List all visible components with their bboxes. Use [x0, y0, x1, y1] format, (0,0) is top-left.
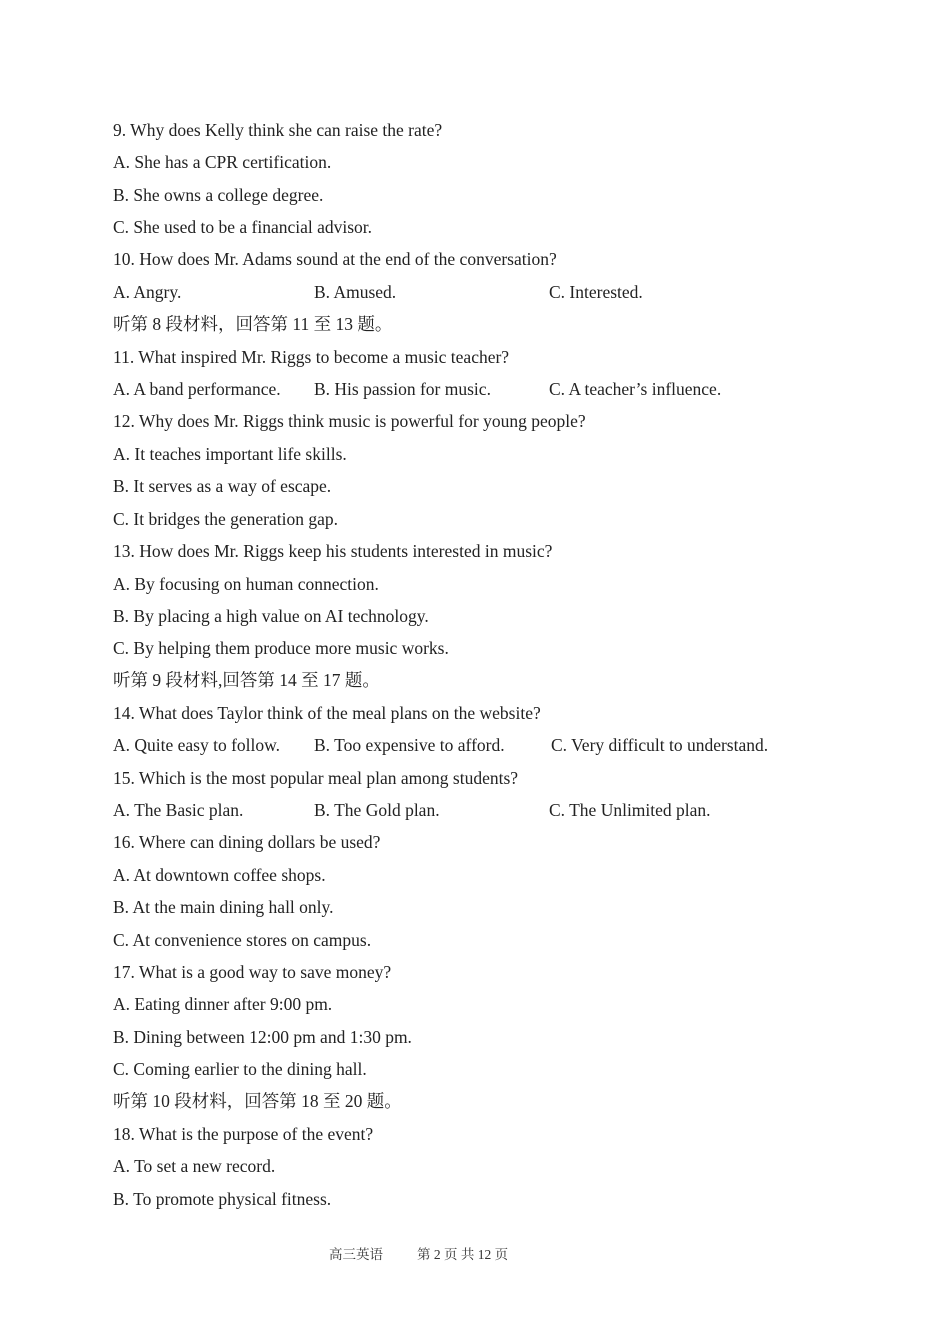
question-15-option-b: B. The Gold plan. — [314, 800, 440, 820]
section-8-instruction: 听第 8 段材料，回答第 11 至 13 题。 — [113, 314, 393, 334]
question-9-option-b: B. She owns a college degree. — [113, 185, 324, 205]
question-13: 13. How does Mr. Riggs keep his students interested in music? — [113, 541, 553, 561]
question-9: 9. Why does Kelly think she can raise the rate? — [113, 120, 443, 140]
question-17: 17. What is a good way to save money? — [113, 962, 392, 982]
question-14-option-a: A. Quite easy to follow. — [113, 735, 281, 755]
question-12: 12. Why does Mr. Riggs think music is powerful for young people? — [113, 411, 586, 431]
question-11: 11. What inspired Mr. Riggs to become a music teacher? — [113, 347, 510, 367]
question-14-option-c: C. Very difficult to understand. — [551, 735, 769, 755]
question-11-option-a: A. A band performance. — [113, 379, 281, 399]
footer-subject: 高三英语 — [329, 1247, 383, 1262]
question-12-option-c: C. It bridges the generation gap. — [113, 509, 339, 529]
section-10-instruction: 听第 10 段材料，回答第 18 至 20 题。 — [113, 1091, 402, 1111]
question-16-option-c: C. At convenience stores on campus. — [113, 930, 372, 950]
question-16-option-a: A. At downtown coffee shops. — [113, 865, 326, 885]
question-18: 18. What is the purpose of the event? — [113, 1124, 374, 1144]
question-18-option-b: B. To promote physical fitness. — [113, 1189, 332, 1209]
question-12-option-b: B. It serves as a way of escape. — [113, 476, 332, 496]
question-16-option-b: B. At the main dining hall only. — [113, 897, 334, 917]
question-12-option-a: A. It teaches important life skills. — [113, 444, 347, 464]
question-17-option-b: B. Dining between 12:00 pm and 1:30 pm. — [113, 1027, 412, 1047]
question-17-option-c: C. Coming earlier to the dining hall. — [113, 1059, 367, 1079]
question-18-option-a: A. To set a new record. — [113, 1156, 276, 1176]
question-10: 10. How does Mr. Adams sound at the end of the conversation? — [113, 249, 557, 269]
question-15-option-a: A. The Basic plan. — [113, 800, 244, 820]
question-10-option-c: C. Interested. — [549, 282, 643, 302]
question-15: 15. Which is the most popular meal plan among students? — [113, 768, 519, 788]
question-10-option-b: B. Amused. — [314, 282, 397, 302]
section-9-instruction: 听第 9 段材料,回答第 14 至 17 题。 — [113, 670, 380, 690]
question-13-option-b: B. By placing a high value on AI technology. — [113, 606, 429, 626]
question-10-option-a: A. Angry. — [113, 282, 182, 302]
footer-page-number: 第 2 页 共 12 页 — [417, 1247, 509, 1262]
question-14-option-b: B. Too expensive to afford. — [314, 735, 505, 755]
question-11-option-b: B. His passion for music. — [314, 379, 491, 399]
question-17-option-a: A. Eating dinner after 9:00 pm. — [113, 994, 333, 1014]
question-9-option-a: A. She has a CPR certification. — [113, 152, 332, 172]
question-13-option-a: A. By focusing on human connection. — [113, 574, 379, 594]
question-15-option-c: C. The Unlimited plan. — [549, 800, 711, 820]
question-13-option-c: C. By helping them produce more music works. — [113, 638, 449, 658]
question-16: 16. Where can dining dollars be used? — [113, 832, 381, 852]
question-11-option-c: C. A teacher’s influence. — [549, 379, 722, 399]
question-9-option-c: C. She used to be a financial advisor. — [113, 217, 373, 237]
question-14: 14. What does Taylor think of the meal plans on the website? — [113, 703, 541, 723]
